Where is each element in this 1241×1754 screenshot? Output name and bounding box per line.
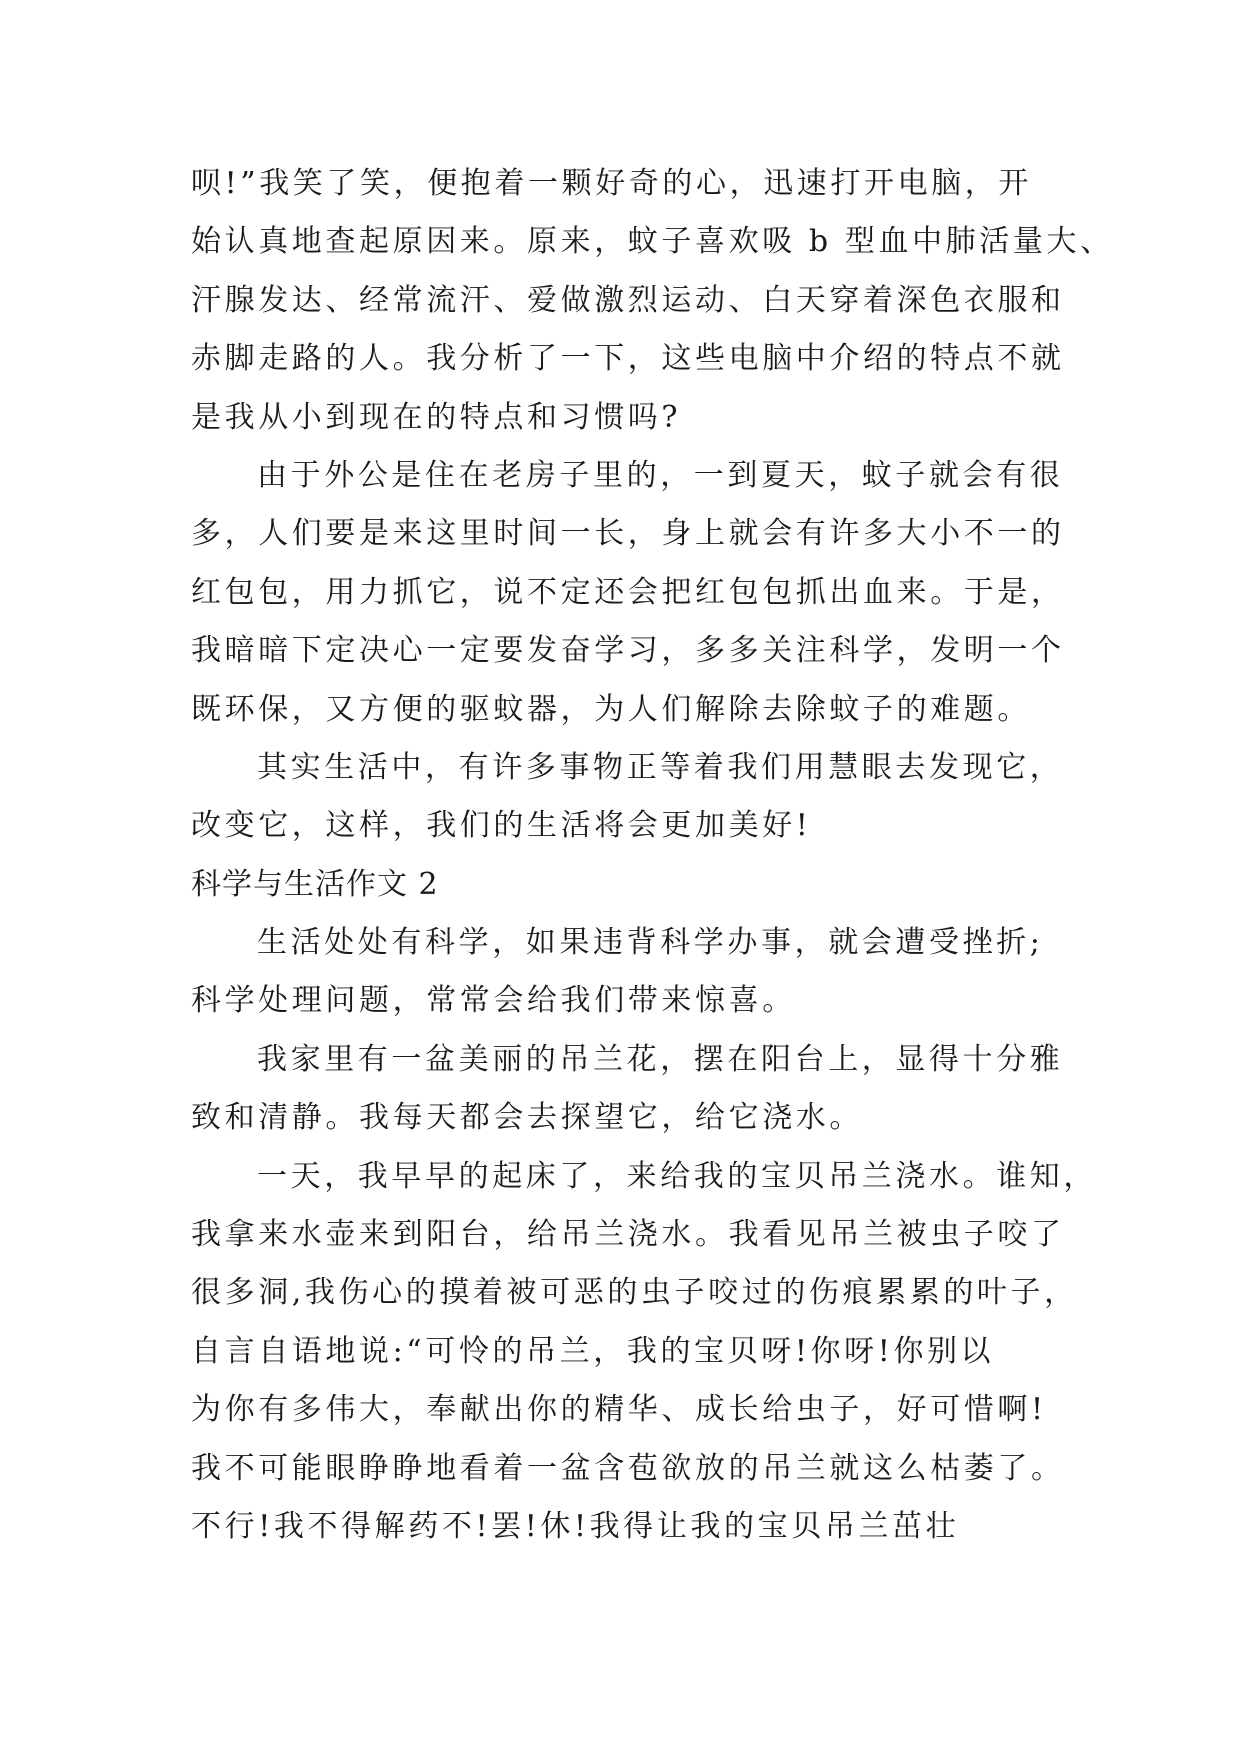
text-line: 红包包，用力抓它，说不定还会把红包包抓出血来。于是， <box>191 574 1065 610</box>
paragraph-start-line: 一天，我早早的起床了，来给我的宝贝吊兰浇水。谁知， <box>257 1158 1097 1194</box>
document-body <box>191 155 1114 1556</box>
text-line: 致和清静。我每天都会去探望它，给它浇水。 <box>191 1100 863 1136</box>
paragraph-start-line: 我家里有一盆美丽的吊兰花，摆在阳台上，显得十分雅 <box>257 1041 1064 1077</box>
text-line: 很多洞,我伤心的摸着被可恶的虫子咬过的伤痕累累的叶子， <box>191 1275 1078 1311</box>
text-line: 为你有多伟大，奉献出你的精华、成长给虫子，好可惜啊! <box>191 1392 1047 1428</box>
text-line: 不行!我不得解药不!罢!休!我得让我的宝贝吊兰茁壮 <box>191 1508 960 1544</box>
text-line: 多，人们要是来这里时间一长，身上就会有许多大小不一的 <box>191 516 1065 552</box>
text-line: 汗腺发达、经常流汗、爱做激烈运动、白天穿着深色衣服和 <box>191 282 1065 318</box>
paragraph-start-line: 其实生活中，有许多事物正等着我们用慧眼去发现它， <box>257 749 1064 785</box>
text-line: 我拿来水壶来到阳台，给吊兰浇水。我看见吊兰被虫子咬了 <box>191 1217 1065 1253</box>
text-line: 我暗暗下定决心一定要发奋学习，多多关注科学，发明一个 <box>191 633 1065 669</box>
text-line: 改变它，这样，我们的生活将会更加美好! <box>191 808 812 844</box>
text-line: 呗!”我笑了笑，便抱着一颗好奇的心，迅速打开电脑，开 <box>191 166 1032 201</box>
text-line: 自言自语地说:“可怜的吊兰，我的宝贝呀!你呀!你别以 <box>191 1333 995 1369</box>
text-line: 科学处理问题，常常会给我们带来惊喜。 <box>191 983 796 1019</box>
paragraph-start-line: 由于外公是住在老房子里的，一到夏天，蚊子就会有很 <box>257 457 1064 493</box>
text-line: 既环保，又方便的驱蚊器，为人们解除去除蚊子的难题。 <box>191 691 1031 727</box>
text-line: 是我从小到现在的特点和习惯吗? <box>191 399 682 435</box>
text-line: 赤脚走路的人。我分析了一下，这些电脑中介绍的特点不就 <box>191 341 1065 377</box>
paragraph-start-line: 生活处处有科学，如果违背科学办事，就会遭受挫折; <box>257 925 1044 961</box>
text-line: 我不可能眼睁睁地看着一盆含苞欲放的吊兰就这么枯萎了。 <box>191 1450 1065 1486</box>
text-line: 始认真地查起原因来。原来，蚊子喜欢吸 b 型血中肺活量大、 <box>191 224 1114 260</box>
section-heading: 科学与生活作文 2 <box>191 866 439 902</box>
